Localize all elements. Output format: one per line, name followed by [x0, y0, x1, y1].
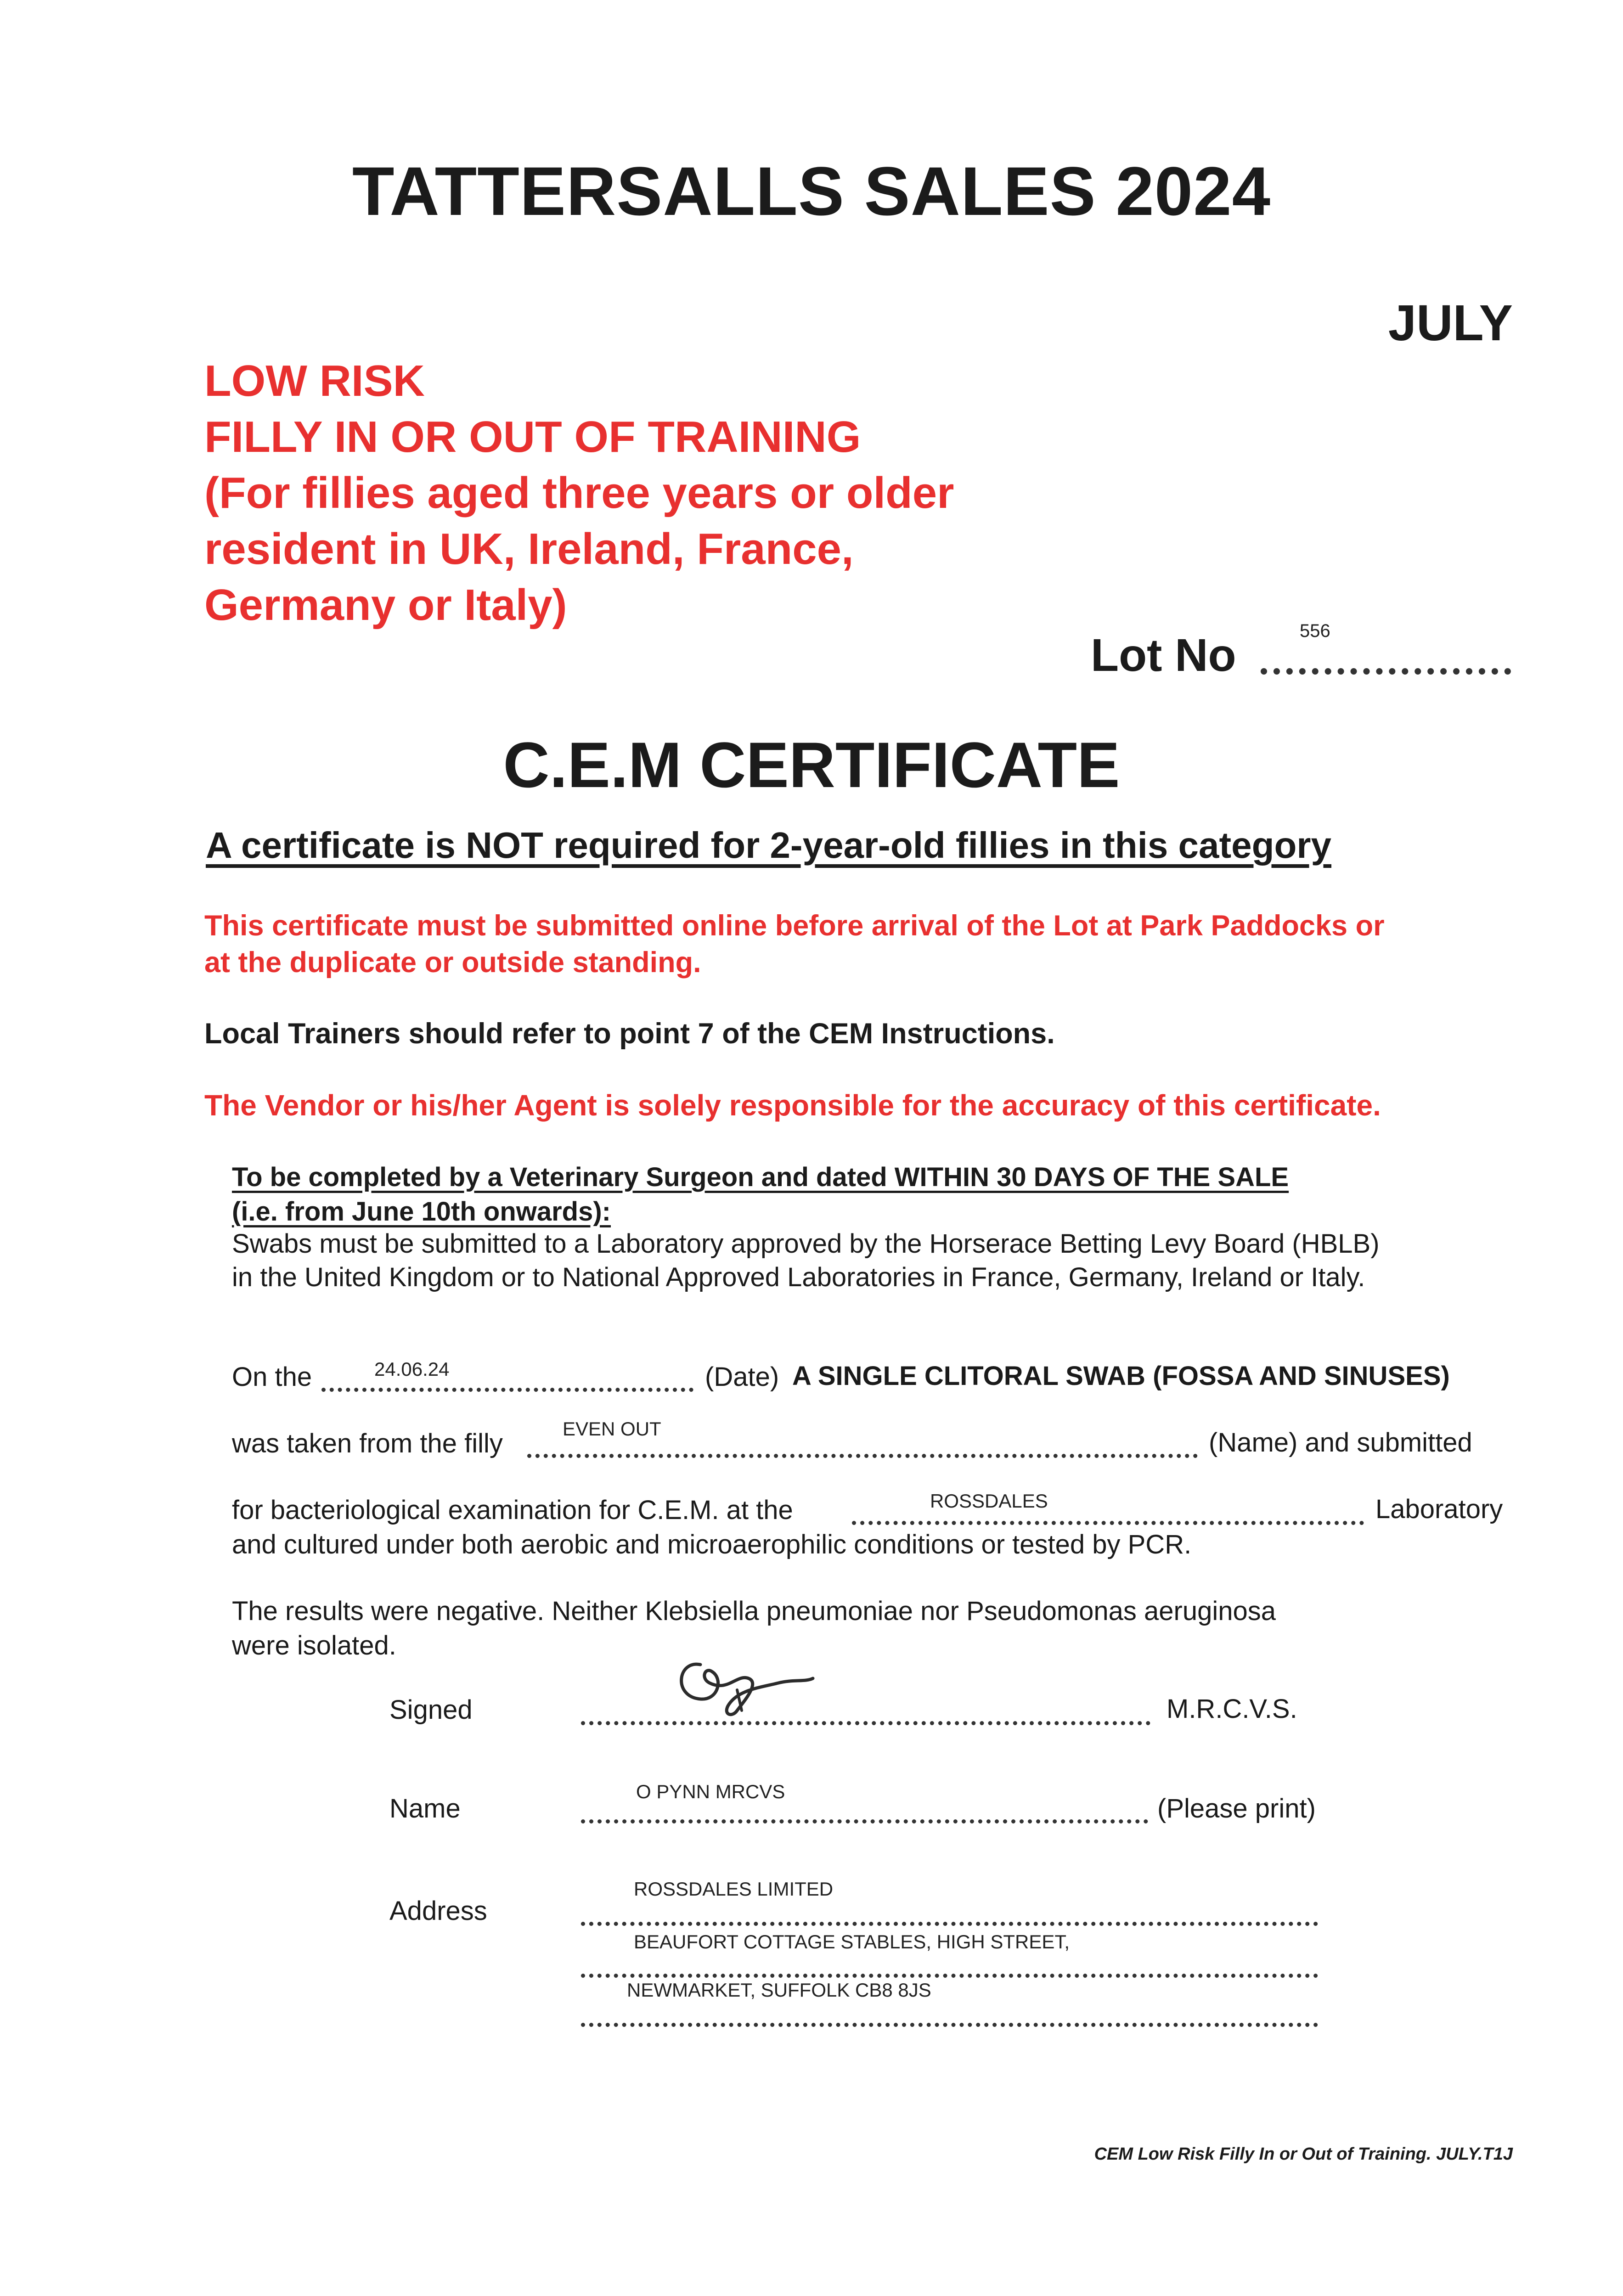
not-required-notice: A certificate is NOT required for 2-year-old fillies in this category: [206, 825, 1332, 866]
submit-online-notice-cont: at the duplicate or outside standing.: [204, 946, 701, 979]
signature-mark: [668, 1646, 820, 1720]
instructions-heading: To be completed by a Veterinary Surgeon and dated WITHIN 30 DAYS OF THE SALE: [232, 1162, 1289, 1192]
lot-number-value[interactable]: 556: [1300, 621, 1330, 641]
laboratory-value[interactable]: ROSSDALES: [930, 1490, 1048, 1512]
address-line-1: [581, 1922, 1318, 1926]
address-line-2: [581, 1974, 1318, 1978]
exam-prefix: for bacteriological examination for C.E.M. at the: [232, 1495, 793, 1525]
instructions-text: Swabs must be submitted to a Laboratory approved by the Horserace Betting Levy Board (HBLB): [232, 1229, 1380, 1259]
address-line-3: [581, 2023, 1318, 2027]
name-label: Name: [389, 1794, 461, 1823]
address-label: Address: [389, 1896, 487, 1926]
laboratory-line: [852, 1521, 1364, 1525]
category-line: (For fillies aged three years or older: [204, 468, 954, 518]
local-trainers-note: Local Trainers should refer to point 7 of the CEM Instructions.: [204, 1018, 1055, 1050]
sale-month: JULY: [1388, 295, 1513, 351]
mrcvs-suffix: M.R.C.V.S.: [1167, 1694, 1297, 1724]
laboratory-suffix: Laboratory: [1375, 1494, 1503, 1524]
results-text-cont: were isolated.: [232, 1631, 396, 1660]
vet-name-line: [581, 1819, 1148, 1823]
date-field-line: [321, 1388, 693, 1392]
address-value-3[interactable]: NEWMARKET, SUFFOLK CB8 8JS: [627, 1979, 931, 2001]
date-suffix: (Date): [705, 1362, 779, 1392]
category-line: LOW RISK: [204, 356, 425, 405]
signature-line: [581, 1721, 1150, 1725]
page-title: TATTERSALLS SALES 2024: [352, 152, 1271, 230]
please-print-suffix: (Please print): [1157, 1794, 1316, 1823]
cultured-text: and cultured under both aerobic and microaerophilic conditions or tested by PCR.: [232, 1530, 1192, 1559]
form-reference: CEM Low Risk Filly In or Out of Training. JULY.T1J: [1094, 2144, 1513, 2164]
filly-name-value[interactable]: EVEN OUT: [563, 1418, 661, 1440]
vet-name-value[interactable]: O PYNN MRCVS: [636, 1781, 785, 1802]
date-field-value[interactable]: 24.06.24: [374, 1358, 450, 1380]
category-line: FILLY IN OR OUT OF TRAINING: [204, 412, 861, 461]
address-value-1[interactable]: ROSSDALES LIMITED: [634, 1878, 834, 1900]
instructions-text-cont: in the United Kingdom or to National Approved Laboratories in France, Germany, Ireland or Italy.: [232, 1262, 1365, 1292]
taken-from-label: was taken from the filly: [232, 1429, 503, 1458]
name-suffix: (Name) and submitted: [1209, 1428, 1472, 1458]
address-value-2[interactable]: BEAUFORT COTTAGE STABLES, HIGH STREET,: [634, 1931, 1070, 1953]
category-line: resident in UK, Ireland, France,: [204, 524, 854, 574]
signed-label: Signed: [389, 1695, 473, 1725]
category-line: Germany or Italy): [204, 580, 567, 630]
on-the-label: On the: [232, 1362, 312, 1392]
vendor-responsibility-note: The Vendor or his/her Agent is solely responsible for the accuracy of this certificate.: [204, 1089, 1381, 1122]
filly-name-line: [527, 1454, 1198, 1458]
certificate-heading: C.E.M CERTIFICATE: [503, 729, 1120, 801]
swab-description: A SINGLE CLITORAL SWAB (FOSSA AND SINUSES): [792, 1361, 1450, 1391]
lot-label: Lot No: [1091, 630, 1236, 681]
submit-online-notice: This certificate must be submitted online before arrival of the Lot at Park Paddocks or: [204, 910, 1385, 942]
results-text: The results were negative. Neither Klebsiella pneumoniae nor Pseudomonas aeruginosa: [232, 1596, 1276, 1626]
lot-number-line: [1261, 668, 1511, 675]
instructions-date-range: (i.e. from June 10th onwards):: [232, 1197, 611, 1227]
